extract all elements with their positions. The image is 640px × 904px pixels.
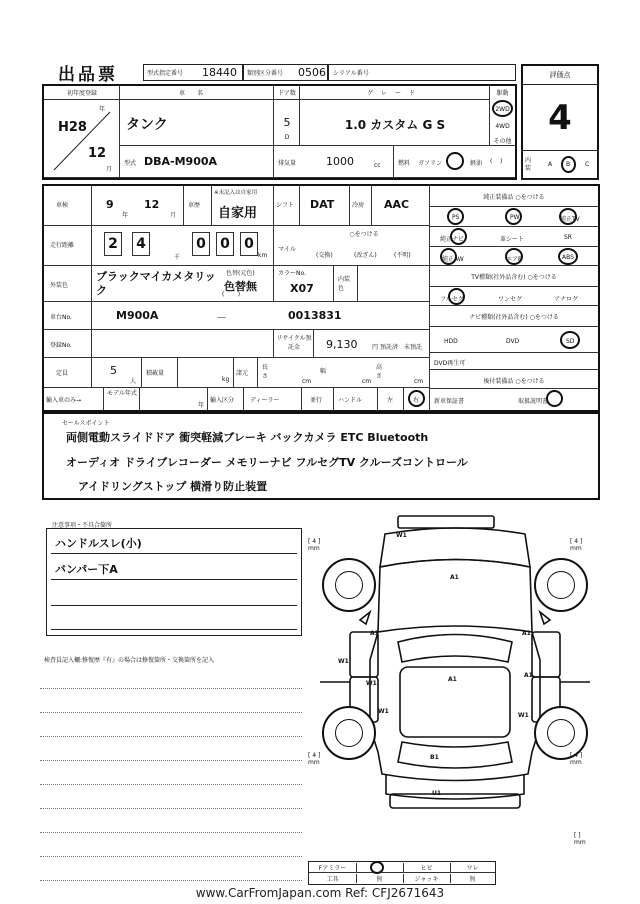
- grade-value: 1.0 カスタム G S: [344, 118, 446, 132]
- reg-no-label: 登録No.: [50, 342, 72, 349]
- first-reg-label: 初年度登録: [44, 88, 120, 100]
- mileage-digit: 2: [104, 232, 122, 256]
- sheet-title: 出品票: [58, 65, 118, 85]
- mileage-label: 走行距離: [50, 242, 75, 249]
- mark-roof: A1: [448, 676, 457, 683]
- grade-label: グレード: [300, 88, 490, 100]
- height-label: 高さ: [376, 364, 383, 380]
- handle-left-cell: [378, 388, 404, 410]
- model-year-unit: 年: [198, 402, 205, 409]
- doors-cell: [274, 86, 300, 146]
- load-cell: [178, 358, 234, 388]
- tread-rear-left: [ 4 ] mm: [308, 752, 321, 766]
- recycle-unit: 円: [372, 344, 379, 351]
- form-no-box: [143, 64, 243, 81]
- model-cell: [120, 146, 274, 178]
- option-navi-circle: [450, 228, 467, 245]
- equip-r1c3: ヒビ: [403, 863, 451, 873]
- aftermarket-panel: [430, 370, 598, 410]
- option-airbag-circle: [505, 248, 523, 265]
- watermark: www.CarFromJapan.com Ref: CFJ2671643: [195, 886, 445, 900]
- navi-sd-circle: [560, 331, 580, 349]
- category-no-box: [243, 64, 328, 81]
- vehicle-detail-block: [42, 184, 600, 412]
- recycle-unpaid: 未預託: [404, 344, 423, 351]
- load-unit: kg: [222, 376, 230, 383]
- model-label: 型式: [124, 160, 137, 167]
- history-label: 車歴: [188, 202, 201, 209]
- length-label: 長さ: [262, 364, 269, 380]
- recycle-value: 9,130: [326, 338, 358, 351]
- interior-color-value-cell: [358, 266, 430, 302]
- car-name-value: タンク: [126, 117, 168, 133]
- option-ps: PS: [452, 214, 460, 221]
- handle-cell: [334, 388, 378, 410]
- inspection-month: 12: [144, 198, 160, 211]
- inspector-line: [40, 712, 302, 713]
- mark-right-rear-door: A1: [524, 672, 533, 679]
- interior-grade-box: [521, 150, 599, 180]
- inspector-line: [40, 832, 302, 833]
- displacement-label: 排気量: [278, 160, 297, 167]
- color-change-value: 色替無: [224, 280, 257, 293]
- mark-bonnet: A1: [450, 574, 459, 581]
- option-sr: SR: [564, 234, 572, 241]
- car-diagram: [300, 512, 610, 857]
- first-reg-month: 12: [88, 146, 107, 161]
- navi-dvd: DVD: [506, 338, 520, 345]
- inspector-line: [40, 856, 302, 857]
- load-label-cell: [142, 358, 178, 388]
- option-ps-circle: [447, 208, 464, 225]
- category-no-value: 0506: [298, 66, 326, 79]
- option-aw-circle: [440, 248, 457, 265]
- manual-label: 取扱説明書: [518, 398, 549, 405]
- equip-r2c1: 工具: [309, 874, 357, 883]
- recycle-label: リサイクル預託金: [276, 335, 312, 351]
- doors-value: 5: [283, 116, 291, 129]
- score-value: 4: [548, 98, 572, 138]
- navi-dvd-play: DVD再生可: [434, 360, 466, 367]
- import-type-label-cell: [208, 388, 244, 410]
- navi-title: ナビ種類(社外品含む) ○をつける: [469, 314, 559, 321]
- capacity-value: 5: [110, 364, 117, 377]
- mark-front-bumper: W1: [396, 532, 407, 539]
- model-year-cell: [140, 388, 208, 410]
- fuel-diesel: 軽油: [470, 160, 483, 167]
- equip-r1c4: ワレ: [450, 863, 495, 873]
- mileage-thousand: 千: [174, 254, 181, 261]
- car-name-cell: [120, 86, 274, 146]
- manual-circle: [546, 390, 563, 407]
- mileage-digit: 4: [132, 232, 150, 256]
- color-cell: [92, 266, 274, 302]
- color-no-label: カラーNo.: [278, 270, 306, 277]
- equip-r2c4: 無: [469, 876, 476, 883]
- notes-label: 注意事項・不具合箇所: [52, 522, 113, 529]
- width-label: 幅: [320, 368, 327, 375]
- sales-points-label: セールスポイント: [62, 420, 110, 427]
- inspector-line: [40, 688, 302, 689]
- drive-cell: [490, 86, 515, 146]
- mark-left-mirror: W1: [338, 658, 349, 665]
- sales-point-line-2: オーディオ ドライブレコーダー メモリーナビ フルセグTV クルーズコントロール: [66, 456, 468, 469]
- category-no-label: 類別区分番号: [247, 70, 284, 77]
- chassis-cell: [92, 302, 430, 330]
- fuel-gasoline-circle: [446, 152, 464, 170]
- tread-front-left: [ 4 ] mm: [308, 538, 321, 552]
- chassis-model: M900A: [116, 309, 159, 322]
- option-tv: 純正TV: [560, 216, 580, 223]
- inspector-label: 検査員記入欄:修復歴『有』の場合は修復箇所・交換箇所を記入: [44, 657, 215, 664]
- options-panel: [430, 186, 598, 266]
- ac-label-cell: [350, 186, 372, 226]
- mark-rear-bumper: U1: [432, 790, 442, 797]
- doors-unit: D: [284, 134, 290, 141]
- mileage-type-cell: [274, 226, 430, 266]
- color-value: ブラックマイカメタリック: [96, 270, 216, 297]
- serial-box: [328, 64, 516, 81]
- model-year-label: モデル年式: [107, 390, 137, 397]
- interior-color-label: 内装色: [338, 276, 351, 292]
- inspection-year: 9: [106, 198, 114, 211]
- capacity-label: 定員: [56, 370, 69, 377]
- ac-cell: [372, 186, 430, 226]
- fuel-paren: ( ): [490, 158, 503, 165]
- fuel-label: 燃料: [398, 160, 411, 167]
- mileage-digit: 0: [216, 232, 234, 256]
- drive-2wd-circle: [492, 100, 513, 117]
- navi-hdd: HDD: [444, 338, 458, 345]
- option-abs: ABS: [562, 254, 574, 261]
- equip-r2c2: 無: [356, 874, 404, 883]
- tread-front-right: [ 4 ] mm: [570, 538, 583, 552]
- mileage-label-cell: [44, 226, 92, 266]
- inspector-line: [40, 784, 302, 785]
- unknown-label: (不明): [394, 252, 411, 259]
- notes-box: [46, 528, 302, 636]
- tv-title: TV種類(社外品含む) ○をつける: [471, 274, 557, 281]
- wheel-front-right: [534, 558, 588, 612]
- interior-label: 内装: [525, 157, 532, 172]
- tv-fullseg: フルセグ: [440, 296, 464, 303]
- drive-2wd: 2WD: [495, 106, 510, 113]
- option-pw-circle: [505, 208, 522, 225]
- mileage-unit: km: [258, 252, 268, 259]
- dealer-label: ディーラー: [250, 397, 280, 404]
- history-note: ※未記入は自家用: [214, 190, 258, 196]
- history-cell: [212, 186, 274, 226]
- serial-label: シリアル番号: [333, 70, 369, 77]
- note-line-2: バンパー下A: [55, 563, 118, 576]
- mark-right-quarter: W1: [518, 712, 529, 719]
- mark-left-rear-door: W1: [366, 680, 377, 687]
- history-label-cell: [184, 186, 212, 226]
- color-label-cell: [44, 266, 92, 302]
- warranty-label: 新車保証書: [434, 398, 465, 405]
- wheel-front-left: [322, 558, 376, 612]
- option-airbag: エアB: [506, 256, 523, 263]
- doors-label: ドア数: [274, 88, 300, 100]
- equip-circle: [370, 861, 384, 874]
- chassis-label: 車台No.: [50, 314, 72, 321]
- inspection-month-unit: 月: [170, 212, 177, 219]
- option-navi: 純正ナビ: [440, 236, 465, 243]
- color-no-value: X07: [290, 282, 314, 295]
- dimensions-cell: [258, 358, 430, 388]
- inspection-label: 車検: [56, 202, 69, 209]
- option-abs-circle: [558, 248, 578, 265]
- dimensions-label-cell: [234, 358, 258, 388]
- interior-b: B: [566, 161, 571, 168]
- chassis-label-cell: [44, 302, 92, 330]
- import-label-cell: [44, 388, 104, 410]
- reg-no-cell: [92, 330, 274, 358]
- color-change-label: 色替(元色): [226, 270, 255, 277]
- import-label: 輸入車のみ→: [46, 397, 82, 404]
- length-unit: cm: [302, 378, 312, 385]
- options-title: 純正装備品 ○をつける: [483, 194, 545, 201]
- tread-spare: [ ] mm: [574, 832, 586, 846]
- displacement-unit: cc: [374, 162, 381, 169]
- displacement-cell: [274, 146, 394, 178]
- option-aw: 純正AW: [442, 256, 464, 263]
- inspector-line: [40, 736, 302, 737]
- inspector-line: [40, 880, 302, 881]
- inspector-line: [40, 760, 302, 761]
- equip-r1c1: Fアミラー: [309, 863, 357, 873]
- chassis-dash: －: [216, 311, 227, 324]
- equip-r2c3: ジャッキ: [403, 874, 451, 883]
- shift-label: シフト: [276, 202, 295, 209]
- inspection-cell: [92, 186, 184, 226]
- drive-other: その他: [493, 138, 512, 145]
- equipment-table: [308, 861, 496, 885]
- inspection-year-unit: 年: [122, 212, 129, 219]
- grade-cell: [300, 86, 490, 146]
- car-name-label: 車名: [120, 88, 274, 100]
- drive-label: 駆動: [496, 90, 509, 97]
- reg-no-label-cell: [44, 330, 92, 358]
- mark-right-fender: A1: [522, 630, 531, 637]
- navi-sd: SD: [566, 338, 575, 345]
- mileage-mark-label: ○をつける: [349, 231, 379, 238]
- sales-point-line-3: アイドリングストップ 横滑り防止装置: [78, 480, 268, 493]
- first-reg-cell: [44, 86, 120, 178]
- fuel-cell: [394, 146, 515, 178]
- exchange-label: (交換): [316, 252, 333, 259]
- ac-value: AAC: [384, 198, 410, 211]
- capacity-unit: 人: [130, 378, 137, 385]
- capacity-label-cell: [44, 358, 92, 388]
- history-value: 自家用: [218, 206, 258, 221]
- reg-slash: [52, 110, 112, 172]
- recycle-paid: 預託済: [380, 344, 399, 351]
- handle-left: 左: [387, 397, 394, 404]
- shift-cell: [300, 186, 350, 226]
- width-unit: cm: [362, 378, 372, 385]
- mileage-digit: 0: [192, 232, 210, 256]
- form-no-value: 18440: [202, 66, 237, 79]
- interior-a: A: [548, 161, 553, 168]
- shift-label-cell: [274, 186, 300, 226]
- mark-left-quarter: W1: [378, 708, 389, 715]
- inspector-line: [40, 808, 302, 809]
- option-seat: 革シート: [500, 236, 525, 243]
- mark-back-door: B1: [430, 754, 439, 761]
- option-pw: PW: [510, 214, 520, 221]
- tv-oneseg: ワンセグ: [498, 296, 523, 303]
- color-label: 外装色: [50, 282, 69, 289]
- handle-label: ハンドル: [338, 397, 363, 404]
- interior-color-cell: [334, 266, 358, 302]
- mileage-digit: 0: [240, 232, 258, 256]
- form-no-label: 型式指定番号: [147, 70, 184, 77]
- tv-analog: アナログ: [554, 296, 579, 303]
- first-reg-year: H28: [58, 120, 87, 135]
- tv-fullseg-circle: [448, 288, 465, 305]
- model-value: DBA-M900A: [144, 155, 218, 168]
- tv-panel: [430, 266, 598, 306]
- sales-points-box: [42, 412, 600, 500]
- year-unit: 年: [99, 106, 106, 113]
- sales-point-line-1: 両側電動スライドドア 衝突軽減ブレーキ バックカメラ ETC Bluetooth: [66, 431, 429, 444]
- altered-label: (改ざん): [354, 252, 377, 259]
- recycle-label-cell: [274, 330, 314, 358]
- drive-4wd: 4WD: [495, 123, 510, 130]
- handle-right: 右: [413, 397, 420, 404]
- navi-panel: [430, 306, 598, 370]
- vehicle-basic-block: [42, 84, 517, 180]
- shift-value: DAT: [310, 198, 335, 211]
- import-type-label: 輸入区分: [210, 397, 235, 404]
- note-line-1: ハンドルスレ(小): [55, 537, 142, 550]
- dimensions-label: 諸元: [236, 370, 249, 377]
- wheel-rear-left: [322, 706, 376, 760]
- interior-c: C: [585, 161, 590, 168]
- mark-left-fender: A1: [370, 630, 379, 637]
- option-tv-circle: [559, 208, 577, 225]
- mileage-cell: [92, 226, 274, 266]
- chassis-no: 0013831: [288, 309, 342, 322]
- mile-label: マイル: [278, 246, 296, 253]
- interior-b-circle: [561, 156, 576, 173]
- recycle-cell: [314, 330, 430, 358]
- dealer-cell: [244, 388, 302, 410]
- load-label: 積載量: [146, 370, 165, 377]
- aftermarket-title: 後付装備品 ○をつける: [483, 378, 545, 385]
- parallel-cell: [302, 388, 334, 410]
- displacement-value: 1000: [326, 155, 354, 168]
- color-change-paren: ( ): [222, 291, 241, 298]
- capacity-cell: [92, 358, 142, 388]
- inspection-label-cell: [44, 186, 92, 226]
- score-label: 評価点: [523, 70, 597, 85]
- ac-label: 冷房: [352, 202, 365, 209]
- model-year-label-cell: [104, 388, 140, 410]
- month-unit: 月: [106, 166, 113, 173]
- handle-right-cell: [404, 388, 430, 410]
- fuel-gasoline: ガソリン: [418, 160, 443, 167]
- height-unit: cm: [414, 378, 424, 385]
- tread-rear-right: [ 4 ] mm: [570, 752, 583, 766]
- handle-right-circle: [408, 390, 425, 407]
- color-no-cell: [274, 266, 334, 302]
- parallel-label: 並行: [310, 397, 323, 404]
